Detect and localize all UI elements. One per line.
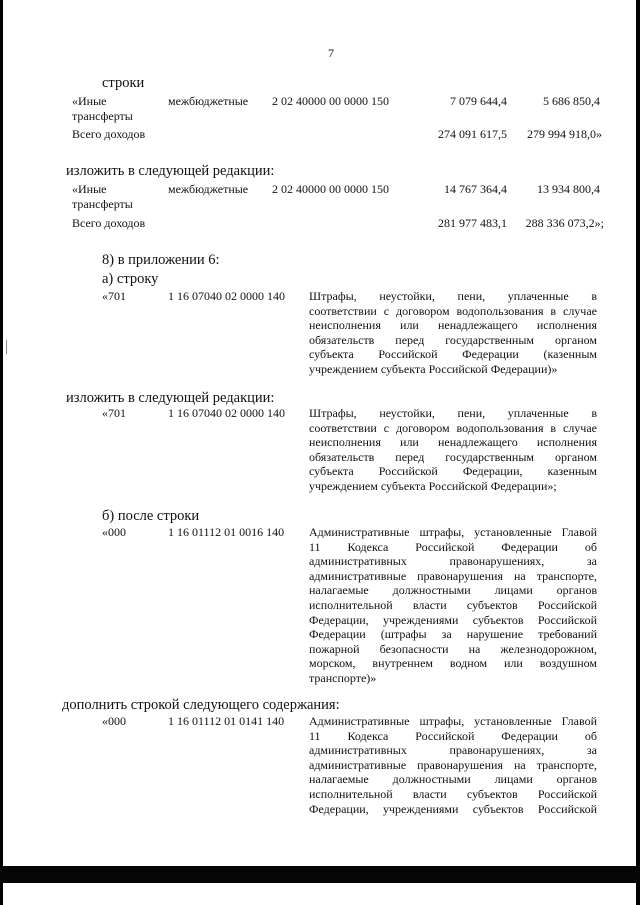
desc-line: Штрафы, неустойки, пени, уплаченные в	[309, 289, 597, 303]
heading-add-row: дополнить строкой следующего содержания:	[62, 697, 340, 713]
desc-line: обязательств перед государственным органом	[309, 332, 597, 347]
scan-edge-left	[0, 0, 3, 905]
desc-line: пожарной безопасности на железнодорожном,	[309, 641, 597, 656]
heading-stroki: строки	[102, 75, 145, 91]
total-value-1: 281 977 483,1	[438, 216, 507, 230]
total-value-2: 279 994 918,0»	[527, 127, 602, 141]
desc-line: субъекта Российской Федерации, казенным	[309, 464, 597, 479]
row-name-b: межбюджетные	[168, 182, 249, 196]
scan-edge-right	[636, 0, 640, 905]
row-name-c: трансферты	[72, 109, 133, 123]
desc-line: налагаемые должностными лицами органов	[309, 772, 597, 787]
admin-code: «701	[102, 406, 126, 420]
desc-line: учреждением субъекта Российской Федерации»;	[309, 478, 557, 493]
revenue-code: 1 16 07040 02 0000 140	[168, 289, 285, 303]
desc-line: неисполнения или ненадлежащего исполнения	[309, 318, 597, 333]
row-value-2: 13 934 800,4	[537, 182, 600, 196]
desc-line: Штрафы, неустойки, пени, уплаченные в	[309, 406, 597, 420]
desc-line: 11 Кодекса Российской Федерации об	[309, 539, 597, 554]
desc-line: Административные штрафы, установленные Главой	[309, 714, 597, 728]
row-code: 2 02 40000 00 0000 150	[272, 182, 389, 196]
desc-line: административных правонарушениях, за	[309, 743, 597, 758]
item-a-label: а) строку	[102, 271, 159, 287]
revenue-description	[309, 525, 597, 686]
total-value-1: 274 091 617,5	[438, 127, 507, 141]
desc-line: Федерации, учреждениями субъектов Российской	[309, 612, 597, 627]
total-label: Всего доходов	[72, 216, 146, 230]
desc-line: обязательств перед государственным органом	[309, 449, 597, 464]
revenue-description	[309, 714, 597, 816]
scan-bottom-bar	[0, 866, 640, 883]
desc-line: соответствии с договором водопользования в случае	[309, 303, 597, 318]
desc-line: исполнительной власти субъектов Российской	[309, 786, 597, 801]
revenue-code: 1 16 07040 02 0000 140	[168, 406, 285, 420]
row-value-1: 7 079 644,4	[450, 94, 507, 108]
desc-line: административные правонарушения на транспорте,	[309, 757, 597, 772]
page-number: 7	[328, 46, 334, 60]
total-label: Всего доходов	[72, 127, 146, 141]
desc-line: административные правонарушения на транспорте,	[309, 568, 597, 583]
row-value-1: 14 767 364,4	[444, 182, 507, 196]
row-code: 2 02 40000 00 0000 150	[272, 94, 389, 108]
desc-line: соответствии с договором водопользования в случае	[309, 420, 597, 435]
desc-line: транспорте)»	[309, 670, 377, 685]
desc-line: морском, внутреннем водном или воздушном	[309, 656, 597, 671]
revenue-code: 1 16 01112 01 0141 140	[168, 714, 285, 728]
desc-line: административных правонарушениях, за	[309, 554, 597, 569]
desc-line: налагаемые должностными лицами органов	[309, 583, 597, 598]
desc-line: неисполнения или ненадлежащего исполнения	[309, 435, 597, 450]
item-b-label: б) после строки	[102, 508, 200, 524]
desc-line: Федерации, учреждениями субъектов Российской	[309, 801, 597, 816]
admin-code: «000	[102, 525, 126, 539]
desc-line: учреждением субъекта Российской Федерации)»	[309, 361, 558, 376]
desc-line: Федерации (штрафы за нарушение требований	[309, 627, 597, 642]
desc-line: субъекта Российской Федерации (казенным	[309, 347, 597, 362]
section-8-heading: 8) в приложении 6:	[102, 252, 220, 268]
desc-line: исполнительной власти субъектов Российской	[309, 597, 597, 612]
revenue-description	[309, 289, 597, 377]
total-value-2: 288 336 073,2»;	[525, 216, 604, 230]
revenue-description	[309, 406, 597, 494]
heading-new-edition: изложить в следующей редакции:	[66, 390, 275, 406]
admin-code: «701	[102, 289, 126, 303]
row-name-a: «Иные	[72, 94, 107, 108]
desc-line: 11 Кодекса Российской Федерации об	[309, 728, 597, 743]
admin-code: «000	[102, 714, 126, 728]
row-name-a: «Иные	[72, 182, 107, 196]
desc-line: Административные штрафы, установленные Главой	[309, 525, 597, 539]
revenue-code: 1 16 01112 01 0016 140	[168, 525, 285, 539]
row-name-c: трансферты	[72, 197, 133, 211]
scan-mark	[6, 340, 7, 354]
heading-new-edition: изложить в следующей редакции:	[66, 163, 275, 179]
row-name-b: межбюджетные	[168, 94, 249, 108]
row-value-2: 5 686 850,4	[543, 94, 600, 108]
